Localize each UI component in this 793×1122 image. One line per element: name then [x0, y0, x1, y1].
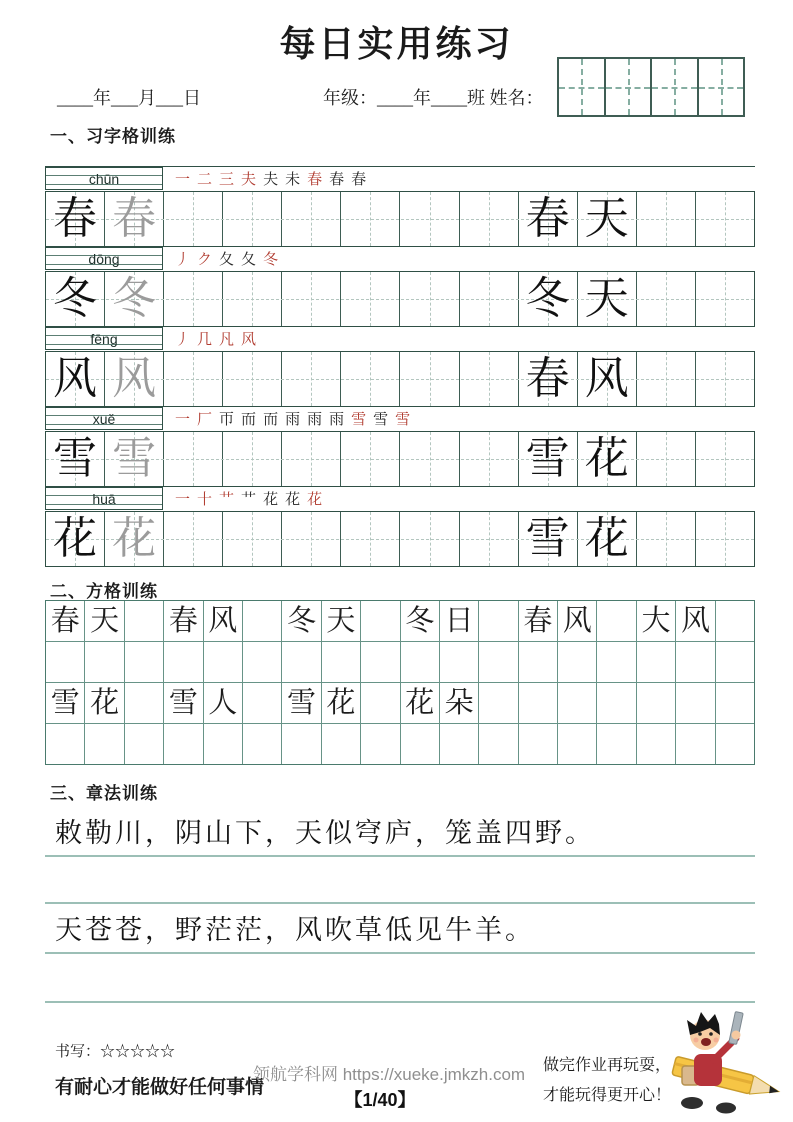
- practice-cell: [578, 512, 637, 566]
- trace-character: 花: [112, 514, 157, 563]
- practice-cell: [282, 432, 341, 486]
- practice-cell: [105, 432, 164, 486]
- practice-cell: [341, 432, 400, 486]
- pinyin-box: [45, 247, 163, 270]
- practice-cell: [519, 192, 578, 246]
- grid-cell: [243, 683, 282, 723]
- practice-row: [45, 166, 755, 247]
- stroke-step: 三: [219, 171, 235, 188]
- practice-cell: [637, 352, 696, 406]
- stroke-step: 雪: [351, 411, 367, 428]
- practice-cell: [400, 512, 459, 566]
- stroke-step: 雨: [285, 411, 301, 428]
- grid-cell: [637, 724, 676, 764]
- pencil-boy-icon: [652, 1008, 790, 1118]
- stroke-step: 春: [307, 171, 323, 188]
- practice-cell: [46, 432, 105, 486]
- grid-cell: [637, 642, 676, 682]
- word-character: 雪: [525, 514, 570, 563]
- practice-cell: [637, 432, 696, 486]
- practice-cell-row: [45, 351, 755, 407]
- square-grid: [45, 600, 755, 765]
- practice-cell: [519, 512, 578, 566]
- practice-table: [45, 166, 755, 567]
- practice-cell: [400, 272, 459, 326]
- practice-row: [45, 247, 755, 327]
- page-number: 【1/40】: [344, 1090, 416, 1110]
- word-character: 冬: [525, 274, 570, 323]
- trace-character: 春: [112, 194, 157, 243]
- composition-line: [45, 954, 755, 1003]
- practice-cell: [460, 272, 519, 326]
- stroke-step: 花: [285, 491, 301, 508]
- name-writing-grid: [557, 57, 745, 117]
- grid-cell: [558, 642, 597, 682]
- practice-cell: [164, 352, 223, 406]
- grid-cell: [85, 724, 124, 764]
- pinyin-box: [45, 487, 163, 510]
- grid-cell: [716, 642, 754, 682]
- grid-cell: [361, 724, 400, 764]
- footer-motto: 有耐心才能做好任何事情: [55, 1077, 265, 1098]
- practice-cell: [223, 192, 282, 246]
- grid-row: [46, 601, 754, 642]
- practice-cell: [400, 352, 459, 406]
- word-character: 天: [584, 274, 629, 323]
- practice-cell: [578, 192, 637, 246]
- practice-cell: [400, 192, 459, 246]
- grid-cell: [361, 642, 400, 682]
- name-grid-cell: [606, 59, 653, 115]
- grid-cell: 雪: [282, 683, 321, 723]
- practice-row: [45, 487, 755, 567]
- grid-cell: [716, 683, 754, 723]
- practice-cell: [164, 432, 223, 486]
- model-character: 春: [53, 194, 98, 243]
- grid-cell: [519, 642, 558, 682]
- grid-cell: 花: [85, 683, 124, 723]
- practice-cell: [223, 512, 282, 566]
- grid-cell: [676, 724, 715, 764]
- name-grid-cell: [559, 59, 606, 115]
- composition-line: [45, 803, 755, 857]
- practice-cell: [696, 272, 754, 326]
- grid-cell: 风: [558, 601, 597, 641]
- trace-character: 雪: [112, 434, 157, 483]
- stroke-step: 一: [175, 411, 191, 428]
- composition-line: [45, 857, 755, 904]
- pinyin-label: chūn: [88, 171, 120, 187]
- practice-cell: [460, 512, 519, 566]
- trace-character: 冬: [112, 274, 157, 323]
- practice-cell: [341, 192, 400, 246]
- word-character: 雪: [525, 434, 570, 483]
- practice-cell: [519, 352, 578, 406]
- practice-cell: [105, 352, 164, 406]
- grid-row: [46, 683, 754, 724]
- practice-cell: [46, 192, 105, 246]
- practice-cell: [341, 512, 400, 566]
- section-2-title: 二、方格训练: [50, 582, 158, 601]
- grid-cell: [243, 724, 282, 764]
- grid-cell: [125, 683, 164, 723]
- practice-cell: [696, 512, 754, 566]
- stroke-step: 花: [307, 491, 323, 508]
- grid-cell: [204, 642, 243, 682]
- grid-cell: 春: [46, 601, 85, 641]
- grid-cell: [597, 683, 636, 723]
- grid-cell: 春: [519, 601, 558, 641]
- stroke-step: 冬: [263, 251, 279, 268]
- practice-cell: [460, 192, 519, 246]
- grid-cell: [46, 642, 85, 682]
- stroke-order-sequence: [175, 169, 366, 191]
- stroke-step: 夂: [241, 251, 257, 268]
- grid-cell: [597, 724, 636, 764]
- stroke-step: 花: [263, 491, 279, 508]
- stroke-step: 凡: [219, 331, 235, 348]
- grid-cell: 冬: [401, 601, 440, 641]
- practice-cell: [578, 432, 637, 486]
- practice-cell: [105, 272, 164, 326]
- practice-row: [45, 407, 755, 487]
- grid-cell: 雪: [46, 683, 85, 723]
- practice-row-header: [45, 166, 755, 191]
- word-character: 春: [525, 354, 570, 403]
- practice-cell: [637, 512, 696, 566]
- grid-cell: 花: [401, 683, 440, 723]
- grid-row: [46, 642, 754, 683]
- practice-cell: [341, 352, 400, 406]
- stroke-step: 而: [263, 411, 279, 428]
- practice-cell: [637, 192, 696, 246]
- grid-cell: 雪: [164, 683, 203, 723]
- grid-cell: 大: [637, 601, 676, 641]
- practice-row-header: [45, 407, 755, 431]
- word-character: 花: [584, 514, 629, 563]
- grid-cell: [597, 601, 636, 641]
- grid-cell: [597, 642, 636, 682]
- stroke-step: 春: [329, 171, 345, 188]
- grid-cell: 冬: [282, 601, 321, 641]
- practice-cell: [164, 192, 223, 246]
- grid-cell: [282, 642, 321, 682]
- practice-cell-row: [45, 271, 755, 327]
- grid-cell: 花: [322, 683, 361, 723]
- practice-cell: [164, 272, 223, 326]
- grid-cell: 风: [676, 601, 715, 641]
- practice-cell-row: [45, 511, 755, 567]
- pinyin-box: [45, 167, 163, 190]
- stroke-step: 帀: [219, 411, 235, 428]
- practice-cell: [164, 512, 223, 566]
- pinyin-label: dōng: [88, 251, 120, 267]
- stroke-step: 十: [197, 491, 213, 508]
- stroke-step: 几: [197, 331, 213, 348]
- practice-cell: [696, 352, 754, 406]
- grid-cell: [46, 724, 85, 764]
- practice-cell: [46, 352, 105, 406]
- writing-score-stars: [55, 1040, 175, 1061]
- grid-cell: [204, 724, 243, 764]
- grade-name-line: 年级：____年____班 姓名：: [323, 88, 544, 108]
- practice-cell: [105, 512, 164, 566]
- grid-cell: [676, 683, 715, 723]
- pinyin-label: huā: [92, 491, 116, 507]
- grid-cell: 日: [440, 601, 479, 641]
- word-character: 春: [525, 194, 570, 243]
- star-rating: ☆☆☆☆☆: [100, 1044, 176, 1060]
- section-1-title: 一、习字格训练: [50, 127, 176, 146]
- pinyin-label: xuě: [92, 411, 116, 427]
- model-character: 花: [53, 514, 98, 563]
- stroke-step: 一: [175, 171, 191, 188]
- composition-lines: [45, 803, 755, 1003]
- model-character: 雪: [53, 434, 98, 483]
- word-character: 花: [584, 434, 629, 483]
- grid-cell: 春: [164, 601, 203, 641]
- composition-text: 天苍苍，野茫茫，风吹草低见牛羊。: [55, 915, 535, 946]
- stroke-step: 雨: [307, 411, 323, 428]
- practice-cell: [578, 272, 637, 326]
- grid-cell: [519, 683, 558, 723]
- grid-cell: [361, 683, 400, 723]
- date-blank-line: ____年___月___日: [57, 88, 201, 108]
- grid-cell: [85, 642, 124, 682]
- grid-cell: 天: [85, 601, 124, 641]
- practice-cell: [46, 512, 105, 566]
- grid-cell: [322, 724, 361, 764]
- grid-cell: [401, 642, 440, 682]
- stroke-order-sequence: [175, 489, 322, 511]
- stroke-step: 风: [241, 331, 257, 348]
- practice-cell: [460, 352, 519, 406]
- stroke-step: 春: [351, 171, 367, 188]
- practice-cell: [519, 272, 578, 326]
- practice-cell: [282, 192, 341, 246]
- grid-row: [46, 724, 754, 764]
- grid-cell: [676, 642, 715, 682]
- section-3-title: 三、章法训练: [50, 784, 158, 803]
- grid-cell: [440, 642, 479, 682]
- practice-cell: [223, 272, 282, 326]
- stroke-step: 丿: [175, 251, 191, 268]
- composition-text: 敕勒川，阴山下，天似穹庐，笼盖四野。: [55, 818, 595, 849]
- practice-row-header: [45, 327, 755, 351]
- grid-cell: 朵: [440, 683, 479, 723]
- pinyin-box: [45, 407, 163, 430]
- practice-cell: [282, 272, 341, 326]
- grid-cell: 风: [204, 601, 243, 641]
- grid-cell: [716, 724, 754, 764]
- grid-cell: [558, 724, 597, 764]
- grid-cell: [125, 642, 164, 682]
- practice-cell: [519, 432, 578, 486]
- practice-cell: [637, 272, 696, 326]
- practice-cell: [341, 272, 400, 326]
- site-watermark: 领航学科网 https://xueke.jmkzh.com: [253, 1065, 526, 1084]
- practice-cell: [105, 192, 164, 246]
- grid-cell: 人: [204, 683, 243, 723]
- name-grid-cell: [699, 59, 744, 115]
- practice-row-header: [45, 247, 755, 271]
- pinyin-label: fēng: [90, 331, 118, 347]
- stroke-step: 二: [197, 171, 213, 188]
- word-character: 风: [584, 354, 629, 403]
- stroke-step: 夫: [241, 171, 257, 188]
- grid-cell: [637, 683, 676, 723]
- stroke-step: 而: [241, 411, 257, 428]
- model-character: 风: [53, 354, 98, 403]
- practice-cell: [400, 432, 459, 486]
- grid-cell: [479, 724, 518, 764]
- practice-cell: [282, 352, 341, 406]
- grid-cell: [243, 601, 282, 641]
- mascot-speech-line1: 做完作业再玩耍，: [543, 1057, 672, 1074]
- grid-cell: [282, 724, 321, 764]
- grid-cell: [164, 724, 203, 764]
- stroke-step: 厂: [197, 411, 213, 428]
- grid-cell: [401, 724, 440, 764]
- grid-cell: [479, 642, 518, 682]
- stroke-step: 一: [175, 491, 191, 508]
- trace-character: 风: [112, 354, 157, 403]
- stroke-step: 雨: [329, 411, 345, 428]
- stroke-step: 雪: [373, 411, 389, 428]
- practice-row-header: [45, 487, 755, 511]
- grid-cell: [322, 642, 361, 682]
- grid-cell: [243, 642, 282, 682]
- grid-cell: [519, 724, 558, 764]
- grid-cell: [716, 601, 754, 641]
- word-character: 天: [584, 194, 629, 243]
- stroke-step: 未: [285, 171, 301, 188]
- grid-cell: [558, 683, 597, 723]
- page-title: 每日实用练习: [279, 23, 514, 64]
- grid-cell: [479, 601, 518, 641]
- pinyin-box: [45, 327, 163, 350]
- grid-cell: [164, 642, 203, 682]
- stroke-step: 丿: [175, 331, 191, 348]
- grid-cell: 天: [322, 601, 361, 641]
- stroke-step: 艹: [241, 491, 257, 508]
- stroke-step: 雪: [395, 411, 411, 428]
- practice-cell: [696, 192, 754, 246]
- grid-cell: [125, 724, 164, 764]
- grid-cell: [125, 601, 164, 641]
- practice-row: [45, 327, 755, 407]
- name-grid-cell: [652, 59, 699, 115]
- practice-cell: [223, 352, 282, 406]
- model-character: 冬: [53, 274, 98, 323]
- stroke-step: 夫: [263, 171, 279, 188]
- stroke-step: 艹: [219, 491, 235, 508]
- stroke-order-sequence: [175, 249, 278, 271]
- practice-cell: [223, 432, 282, 486]
- writing-label: 书写：: [55, 1044, 101, 1060]
- grid-cell: [361, 601, 400, 641]
- practice-cell: [578, 352, 637, 406]
- grid-cell: [440, 724, 479, 764]
- practice-cell: [282, 512, 341, 566]
- stroke-step: 夂: [219, 251, 235, 268]
- composition-line: [45, 904, 755, 954]
- practice-cell: [46, 272, 105, 326]
- stroke-step: ク: [197, 251, 213, 268]
- practice-cell-row: [45, 191, 755, 247]
- stroke-order-sequence: [175, 329, 256, 351]
- practice-cell: [696, 432, 754, 486]
- practice-cell-row: [45, 431, 755, 487]
- practice-cell: [460, 432, 519, 486]
- stroke-order-sequence: [175, 409, 410, 431]
- mascot-speech-line2: 才能玩得更开心！: [543, 1087, 672, 1104]
- grid-cell: [479, 683, 518, 723]
